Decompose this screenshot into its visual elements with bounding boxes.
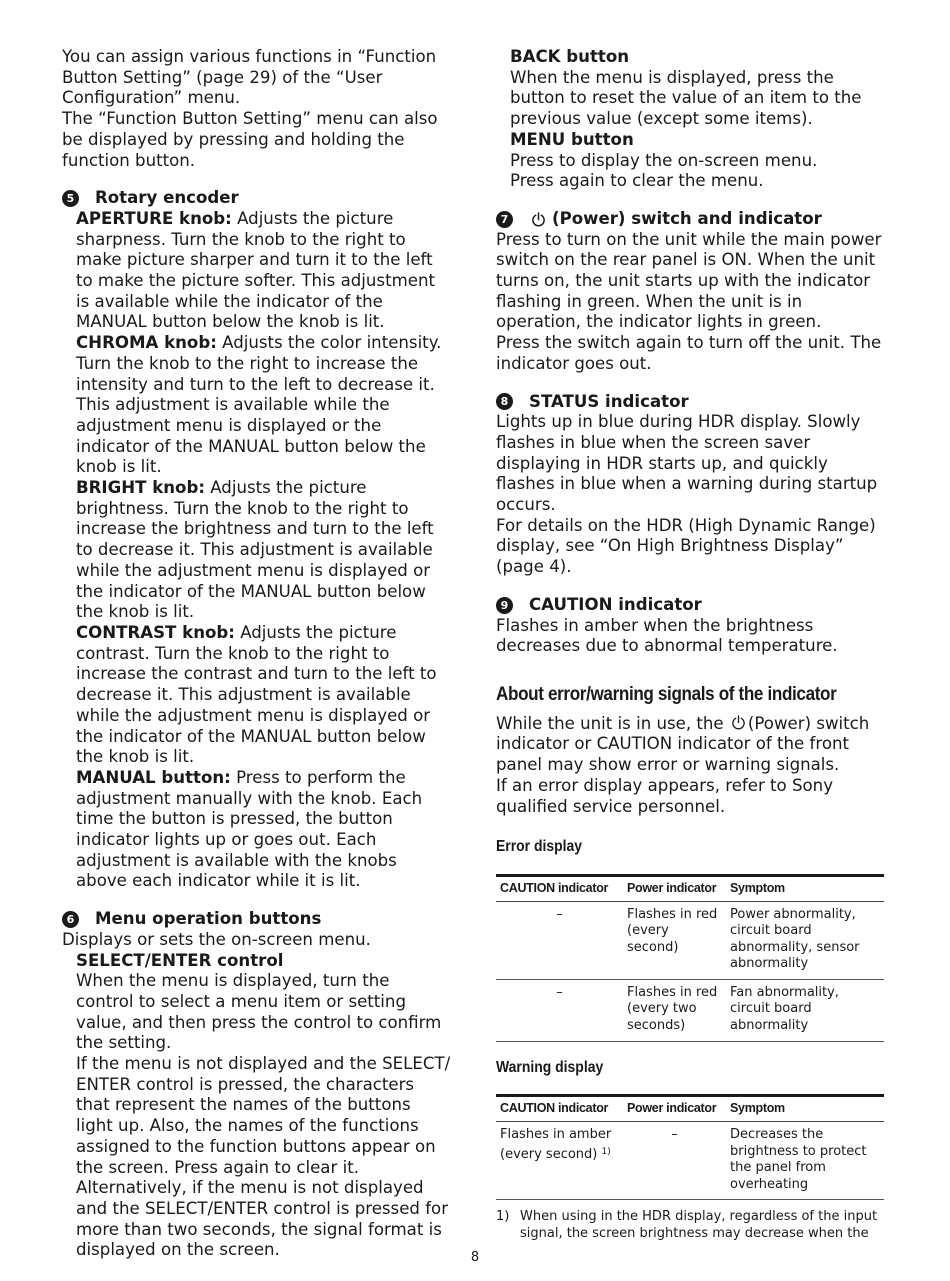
error-display-table <box>496 874 884 1042</box>
section-5-heading <box>62 188 452 209</box>
bright-knob-label: BRIGHT knob: <box>76 478 205 498</box>
about-signals-p1-b: (Power) switch indicator or CAUTION indicator of the front panel may show error or warning signals. <box>496 713 870 775</box>
back-button-label: BACK button <box>510 47 630 66</box>
section-5-body <box>62 209 452 892</box>
chroma-knob-text: Adjusts the color intensity. Turn the knob to the right to increase the intensity and turn to the left to decrease it. This adjustment is available while the adjustment menu is displayed or the indicator of the MANUAL button below the knob is lit. <box>76 333 442 477</box>
section-5-title: Rotary encoder <box>95 188 239 208</box>
power-icon <box>531 212 546 227</box>
chroma-knob-desc <box>76 333 452 478</box>
table-row <box>496 901 884 979</box>
section-9-title: CAUTION indicator <box>529 594 702 614</box>
error-row-2-symptom: Fan abnormality, circuit board abnormality <box>730 984 839 1034</box>
section-6-desc: Displays or sets the on-screen menu. <box>62 929 371 949</box>
section-9-heading <box>496 595 888 616</box>
power-icon <box>731 715 746 730</box>
error-row-2-caution: – <box>556 984 563 1000</box>
warning-header-symptom: Symptom <box>730 1101 785 1116</box>
contrast-knob-text: Adjusts the picture contrast. Turn the knob to the right to increase the contrast and turn to the left to decrease it. This adjustment is available while the adjustment menu is displayed or the indicator of the MANUAL button below the knob is lit. <box>76 622 437 767</box>
section-5-number-icon: 5 <box>62 190 79 207</box>
back-button-text: When the menu is displayed, press the button to reset the value of an item to the previous value (except some items). <box>510 67 862 129</box>
menu-button-p2: Press again to clear the menu. <box>510 171 764 191</box>
select-enter-p2: If the menu is not displayed and the SELECT/ ENTER control is pressed, the characters that represent the names of the buttons light up. Also, the names of the functions assigned to the function buttons appear on the screen. Press again to clear it. <box>76 1054 451 1177</box>
error-row-1-caution: – <box>556 906 563 922</box>
error-header-caution: CAUTION indicator <box>500 880 609 895</box>
error-row-1-symptom: Power abnormality, circuit board abnormality, sensor abnormality <box>730 906 860 972</box>
manual-button-text: Press to perform the adjustment manually with the knob. Each time the button is pressed, the button indicator lights up or goes out. Each adjustment is available with the knobs above each indicator while it is lit. <box>76 767 423 891</box>
section-8-number-icon: 8 <box>496 393 513 410</box>
aperture-knob-label: APERTURE knob: <box>76 208 232 228</box>
section-9-number-icon: 9 <box>496 597 513 614</box>
warning-row-power: – <box>671 1126 678 1142</box>
warning-display-table <box>496 1094 884 1200</box>
contrast-knob-desc <box>76 623 452 768</box>
error-row-1-power: Flashes in red (every second) <box>627 906 718 955</box>
section-8-title: STATUS indicator <box>529 391 689 411</box>
section-7-number-icon: 7 <box>496 211 513 228</box>
table-row <box>496 1121 884 1199</box>
select-enter-label: SELECT/ENTER control <box>76 950 284 970</box>
error-table-header-row <box>496 875 884 901</box>
footnote-number: 1) <box>496 1209 510 1225</box>
chroma-knob-label: CHROMA knob: <box>76 333 217 353</box>
back-menu-block <box>496 47 888 192</box>
warning-header-power: Power indicator <box>627 1101 717 1116</box>
warning-table-header-row <box>496 1096 884 1122</box>
left-column <box>62 47 452 1261</box>
error-display-heading: Error display <box>496 838 583 856</box>
intro-paragraph-2: The “Function Button Setting” menu can also be displayed by pressing and holding the function button. <box>62 109 438 170</box>
section-7-p2: Press the switch again to turn off the unit. The indicator goes out. <box>496 333 882 373</box>
section-7-p1: Press to turn on the unit while the main power switch on the rear panel is ON. When the unit turns on, the unit starts up with the indicator flashing in green. When the unit is in operation, the indicator lights in green. <box>496 229 882 332</box>
section-6-title: Menu operation buttons <box>95 909 322 929</box>
about-signals-p2: If an error display appears, refer to Sony qualified service personnel. <box>496 775 834 816</box>
section-8-p2: For details on the HDR (High Dynamic Range) display, see “On High Brightness Display” (page 4). <box>496 515 876 577</box>
section-8-heading <box>496 392 888 413</box>
manual-button-desc <box>76 768 452 892</box>
section-7-title: (Power) switch and indicator <box>552 208 822 228</box>
warning-row-caution <box>496 1121 623 1199</box>
bright-knob-desc <box>76 478 452 623</box>
select-enter-p3: Alternatively, if the menu is not displayed and the SELECT/ENTER control is pressed for more than two seconds, the signal format is displayed on the screen. <box>76 1178 449 1260</box>
footnote-ref: 1) <box>601 1146 611 1157</box>
error-header-symptom: Symptom <box>730 880 785 895</box>
error-row-2-power: Flashes in red (every two seconds) <box>627 984 718 1034</box>
section-9-p1: Flashes in amber when the brightness decreases due to abnormal temperature. <box>496 615 838 656</box>
about-signals-p1-a: While the unit is in use, the <box>496 713 729 733</box>
error-header-power: Power indicator <box>627 880 717 895</box>
table-row <box>496 979 884 1041</box>
section-7-heading <box>496 209 888 230</box>
aperture-knob-text: Adjusts the picture sharpness. Turn the knob to the right to make picture sharper and turn it to the left to make the picture softer. This adjustment is available while the indicator of the MANUAL button below the knob is lit. <box>76 208 435 332</box>
manual-button-label: MANUAL button: <box>76 767 231 787</box>
page-number: 8 <box>470 1250 480 1265</box>
intro-paragraph-1: You can assign various functions in “Function Button Setting” (page 29) of the “User Configuration” menu. <box>62 47 437 108</box>
aperture-knob-desc <box>76 209 452 333</box>
footnote <box>496 1209 888 1242</box>
section-8-p1: Lights up in blue during HDR display. Slowly flashes in blue when the screen saver displaying in HDR starts up, and quickly flashes in blue when a warning during startup occurs. <box>496 412 878 515</box>
section-6-heading <box>62 909 452 930</box>
about-signals-p1 <box>496 714 888 776</box>
warning-row-symptom: Decreases the brightness to protect the panel from overheating <box>730 1126 867 1192</box>
contrast-knob-label: CONTRAST knob: <box>76 622 235 642</box>
about-signals-heading: About error/warning signals of the indicator <box>496 683 837 705</box>
warning-row-caution-text: Flashes in amber (every second) <box>500 1126 612 1162</box>
bright-knob-text: Adjusts the picture brightness. Turn the knob to the right to increase the brightness and turn to the left to decrease it. This adjustment is available while the adjustment menu is displayed or the indicator of the MANUAL button below the knob is lit. <box>76 478 434 622</box>
select-enter-p1: When the menu is displayed, turn the control to select a menu item or setting value, and then press the control to confirm the setting. <box>76 971 442 1053</box>
right-column <box>496 47 888 1243</box>
footnote-text: When using in the HDR display, regardless of the input signal, the screen brightness may decrease when the <box>520 1209 878 1241</box>
section-6-body <box>62 951 452 1262</box>
warning-header-caution: CAUTION indicator <box>500 1101 609 1116</box>
warning-display-heading: Warning display <box>496 1058 604 1076</box>
menu-button-p1: Press to display the on-screen menu. <box>510 150 818 170</box>
section-6-number-icon: 6 <box>62 911 79 928</box>
menu-button-label: MENU button <box>510 129 634 149</box>
